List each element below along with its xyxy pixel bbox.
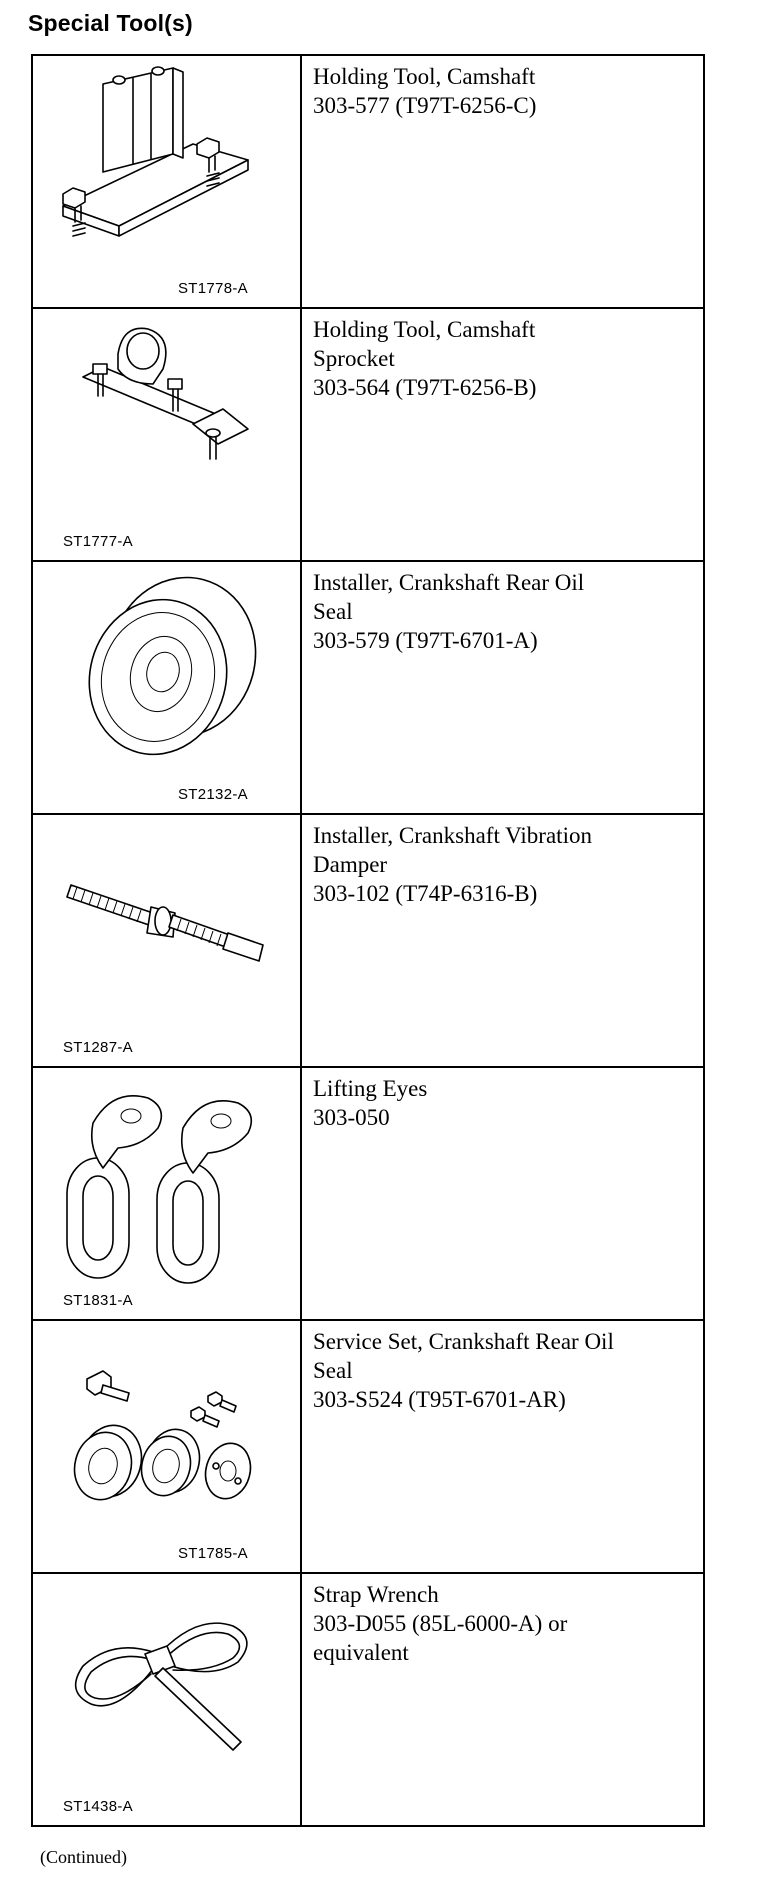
oil-seal-installer-icon — [33, 562, 300, 813]
tool-name-continued: Damper — [313, 852, 388, 877]
tool-image-cell — [32, 814, 301, 1067]
service-set-icon — [33, 1321, 300, 1572]
tool-image-cell — [32, 1067, 301, 1320]
tool-name: Installer, Crankshaft Rear Oil — [313, 570, 585, 595]
tool-name-continued: Seal — [313, 599, 353, 624]
figure-id: ST1438-A — [63, 1798, 133, 1815]
table-row — [32, 1573, 704, 1826]
tool-image-cell — [32, 308, 301, 561]
page-title: Special Tool(s) — [28, 10, 193, 36]
lifting-eyes-icon — [33, 1068, 300, 1319]
tool-description-cell — [301, 561, 704, 814]
tool-image-cell — [32, 561, 301, 814]
tool-part-number: 303-S524 (T95T-6701-AR) — [313, 1387, 566, 1412]
tool-name: Installer, Crankshaft Vibration — [313, 823, 592, 848]
tool-description-cell — [301, 1067, 704, 1320]
tool-part-number: 303-050 — [313, 1105, 390, 1130]
table-row — [32, 561, 704, 814]
tool-name: Strap Wrench — [313, 1582, 439, 1607]
figure-id: ST1785-A — [178, 1545, 248, 1562]
tool-part-number: 303-102 (T74P-6316-B) — [313, 881, 538, 906]
table-row — [32, 1320, 704, 1573]
tool-description-cell — [301, 1573, 704, 1826]
camshaft-holding-tool-icon — [33, 56, 300, 307]
tool-image-cell — [32, 1320, 301, 1573]
table-row — [32, 55, 704, 308]
tool-image-cell — [32, 55, 301, 308]
tool-description-cell — [301, 55, 704, 308]
figure-id: ST2132-A — [178, 786, 248, 803]
tool-name-continued: Sprocket — [313, 346, 395, 371]
tool-image-cell — [32, 1573, 301, 1826]
strap-wrench-icon — [33, 1574, 300, 1825]
tool-note: equivalent — [313, 1640, 409, 1665]
table-row — [32, 1067, 704, 1320]
figure-id: ST1287-A — [63, 1039, 133, 1056]
figure-id: ST1777-A — [63, 533, 133, 550]
tool-name: Lifting Eyes — [313, 1076, 428, 1101]
special-tools-table — [31, 54, 705, 1827]
table-row — [32, 308, 704, 561]
tool-name-continued: Seal — [313, 1358, 353, 1383]
table-row — [32, 814, 704, 1067]
figure-id: ST1778-A — [178, 280, 248, 297]
tool-name: Service Set, Crankshaft Rear Oil — [313, 1329, 614, 1354]
tool-name: Holding Tool, Camshaft — [313, 64, 536, 89]
tool-part-number: 303-579 (T97T-6701-A) — [313, 628, 538, 653]
tool-part-number: 303-577 (T97T-6256-C) — [313, 93, 537, 118]
tool-description-cell — [301, 1320, 704, 1573]
tool-description-cell — [301, 814, 704, 1067]
continued-note: (Continued) — [40, 1847, 127, 1867]
tool-name: Holding Tool, Camshaft — [313, 317, 536, 342]
tool-description-cell — [301, 308, 704, 561]
threaded-rod-installer-icon — [33, 815, 300, 1066]
tool-part-number: 303-564 (T97T-6256-B) — [313, 375, 537, 400]
tool-part-number: 303-D055 (85L-6000-A) or — [313, 1611, 568, 1636]
sprocket-holding-tool-icon — [33, 309, 300, 560]
figure-id: ST1831-A — [63, 1292, 133, 1309]
